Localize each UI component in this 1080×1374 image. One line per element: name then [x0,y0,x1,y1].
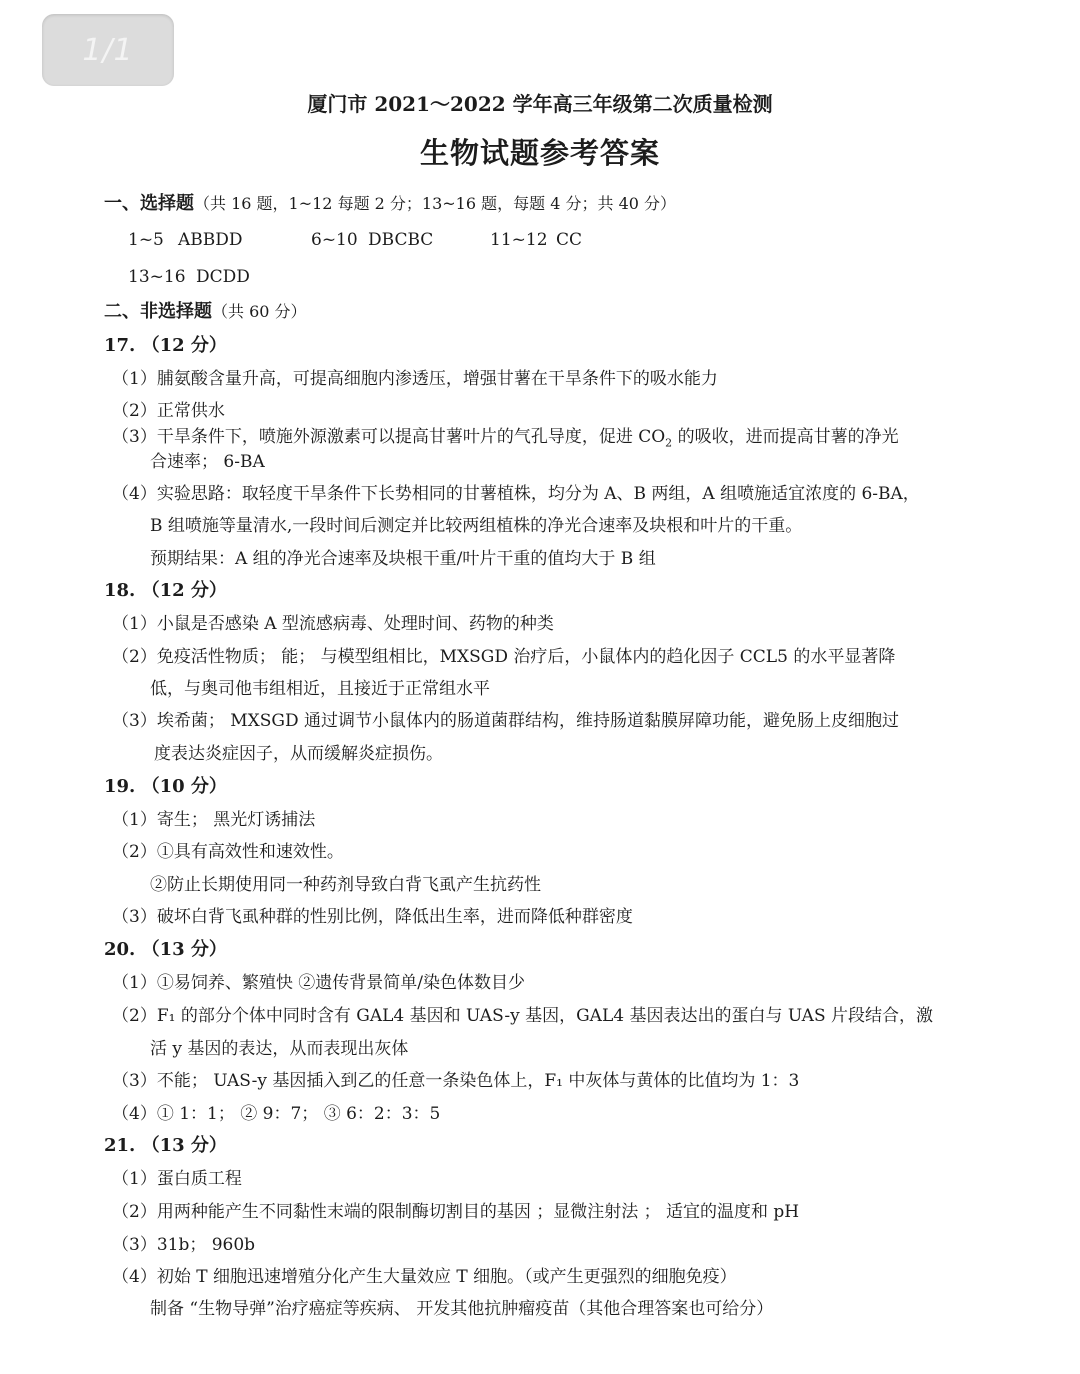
q21-answer-4-cont: 制备 “生物导弹”治疗癌症等疾病、 开发其他抗肿瘤疫苗（其他合理答案也可给分） [150,1299,774,1319]
q19-answer-2: （2）①具有高效性和速效性。 [112,842,344,862]
q17-answer-4-cont: B 组喷施等量清水,一段时间后测定并比较两组植株的净光合速率及块根和叶片的干重。 [150,516,803,536]
q17-answer-4: （4）实验思路：取轻度干旱条件下长势相同的甘薯植株，均分为 A、B 两组，A 组喷施适宜浓度的 6-BA， [112,484,920,504]
choice-answers-row-1 [128,229,1028,251]
q20-answer-2-cont: 活 y 基因的表达，从而表现出灰体 [150,1039,409,1059]
q19-answer-2-cont: ②防止长期使用同一种药剂导致白背飞虱产生抗药性 [150,875,541,895]
section-note: （共 16 题，1~12 每题 2 分；13~16 题，每题 4 分；共 40 分） [194,194,677,213]
answer-letters: ABBDD [178,230,243,250]
co2-subscript: 2 [665,436,673,450]
q20-answer-4: （4）① 1：1； ② 9：7； ③ 6：2：3：5 [112,1104,441,1124]
answer-range: 1~5 [128,230,164,250]
section-nonchoice-heading [104,301,307,323]
answer-range: 11~12 [490,230,548,250]
question-20-heading: 20. （13 分） [104,939,227,960]
answer-letters: CC [556,230,583,250]
section-choice-heading [104,193,676,215]
q19-answer-3: （3）破坏白背飞虱种群的性别比例，降低出生率，进而降低种群密度 [112,907,633,927]
q18-answer-3: （3）埃希菌； MXSGD 通过调节小鼠体内的肠道菌群结构，维持肠道黏膜屏障功能，避免肠上皮细胞过 [112,711,899,731]
answer-range: 13~16 [128,267,186,287]
q17-answer-3-text-cont: 的吸收，进而提高甘薯的净光 [672,427,899,447]
q17-answer-2: （2）正常供水 [112,401,225,421]
page-indicator: 1/1 [42,14,174,86]
question-21-heading: 21. （13 分） [104,1135,227,1156]
q21-answer-2: （2）用两种能产生不同黏性末端的限制酶切割目的基因 ；显微注射法 ； 适宜的温度和 pH [112,1202,800,1222]
answer-letters: DCDD [196,267,250,287]
question-18-heading: 18. （12 分） [104,580,227,601]
question-17-heading: 17. （12 分） [104,335,227,356]
q18-answer-3-cont: 度表达炎症因子，从而缓解炎症损伤。 [154,744,443,764]
q21-answer-3: （3）31b； 960b [112,1235,256,1255]
q17-answer-3-text: （3）干旱条件下，喷施外源激素可以提高甘薯叶片的气孔导度，促进 CO [112,427,666,447]
q18-answer-1: （1）小鼠是否感染 A 型流感病毒、处理时间、药物的种类 [112,614,554,634]
section-label: 一、选择题 [104,193,194,214]
q17-expected-result: 预期结果：A 组的净光合速率及块根干重/叶片干重的值均大于 B 组 [150,549,656,569]
exam-subtitle: 厦门市 2021～2022 学年高三年级第二次质量检测 [307,92,773,116]
question-19-heading: 19. （10 分） [104,776,227,797]
section-label: 二、非选择题 [104,301,212,322]
section-note: （共 60 分） [212,302,307,321]
q17-answer-1: （1）脯氨酸含量升高，可提高细胞内渗透压，增强甘薯在干旱条件下的吸水能力 [112,369,718,389]
q18-answer-2: （2）免疫活性物质； 能； 与模型组相比，MXSGD 治疗后，小鼠体内的趋化因子 CCL5 的水平显著降 [112,647,896,667]
choice-answers-row-2 [128,266,428,288]
q21-answer-4: （4）初始 T 细胞迅速增殖分化产生大量效应 T 细胞。（或产生更强烈的细胞免疫） [112,1267,737,1287]
q20-answer-3: （3）不能； UAS-y 基因插入到乙的任意一条染色体上，F₁ 中灰体与黄体的比值均为 1：3 [112,1071,800,1091]
q19-answer-1: （1）寄生； 黑光灯诱捕法 [112,810,316,830]
q20-answer-1: （1）①易饲养、繁殖快 ②遗传背景简单/染色体数目少 [112,973,525,993]
answer-letters: DBCBC [368,230,434,250]
q21-answer-1: （1）蛋白质工程 [112,1169,242,1189]
q18-answer-2-cont: 低，与奥司他韦组相近，且接近于正常组水平 [150,679,490,699]
answer-range: 6~10 [311,230,358,250]
q17-answer-3-cont: 合速率； 6-BA [150,452,265,472]
q20-answer-2: （2）F₁ 的部分个体中同时含有 GAL4 基因和 UAS-y 基因，GAL4 基因表达出的蛋白与 UAS 片段结合，激 [112,1006,934,1026]
document-title: 生物试题参考答案 [419,136,660,170]
